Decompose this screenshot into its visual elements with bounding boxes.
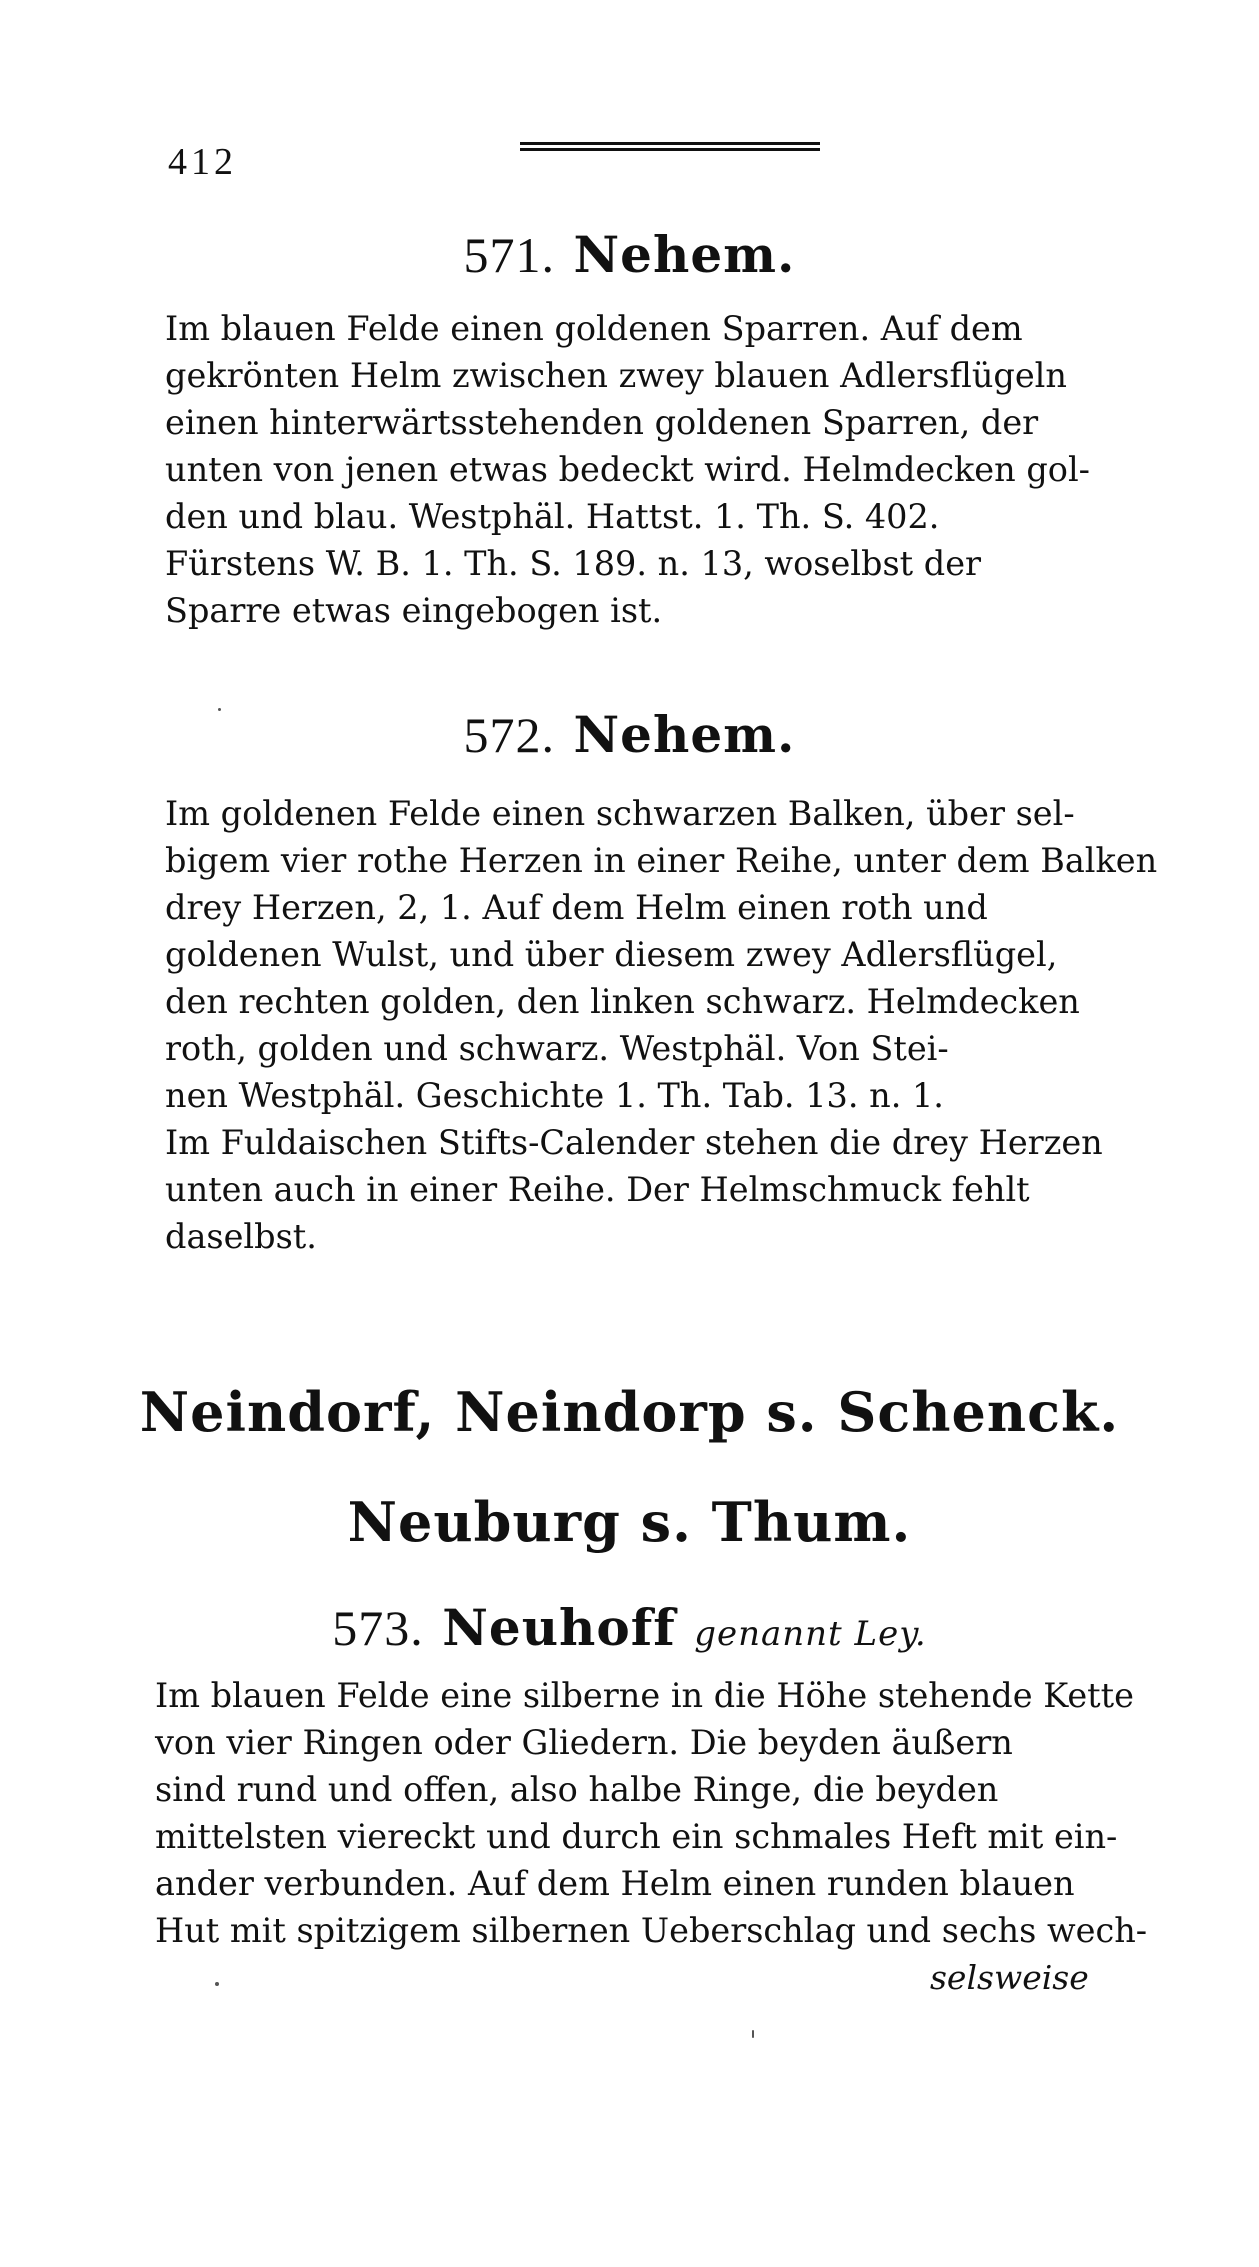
text-line: nen Westphäl. Geschichte 1. Th. Tab. 13. n. 1. [165,1076,944,1115]
text-line: Sparre etwas eingebogen ist. [165,591,663,630]
entry-number: 573. [332,1600,424,1656]
entry-number: 572. [463,707,556,763]
text-line: Im goldenen Felde einen schwarzen Balken, über sel- [165,794,1075,833]
text-line: daselbst. [165,1217,317,1256]
entry-title: Nehem. [573,705,796,764]
text-line: Im blauen Felde eine silberne in die Höhe stehende Kette [155,1676,1134,1715]
text-line: Fürstens W. B. 1. Th. S. 189. n. 13, woselbst der [165,544,982,583]
catchword: selsweise [930,1958,1089,1997]
entry-heading-572 [0,705,1259,764]
text-line: einen hinterwärtsstehenden goldenen Sparren, der [165,403,1039,442]
text-line: goldenen Wulst, und über diesem zwey Adlersflügel, [165,935,1058,974]
text-line: Hut mit spitzigem silbernen Ueberschlag und sechs wech- [155,1911,1148,1950]
text-line: sind rund und offen, also halbe Ringe, die beyden [155,1770,999,1809]
text-line: unten auch in einer Reihe. Der Helmschmuck fehlt [165,1170,1030,1209]
text-line: bigem vier rothe Herzen in einer Reihe, unter dem Balken [165,841,1158,880]
text-line: den rechten golden, den linken schwarz. Helmdecken [165,982,1080,1021]
text-line: von vier Ringen oder Gliedern. Die beyden äußern [155,1723,1013,1762]
header-rule-line [520,142,820,145]
entry-text-573 [155,1672,1148,1954]
entry-heading-571 [0,225,1259,284]
entry-text-571 [165,305,1125,634]
ink-speck [752,2030,754,2038]
text-line: mittelsten viereckt und durch ein schmales Heft mit ein- [155,1817,1118,1856]
cross-reference: Neuburg s. Thum. [347,1490,912,1554]
entry-title: Neuhoff [442,1598,676,1657]
text-line: den und blau. Westphäl. Hattst. 1. Th. S. 402. [165,497,940,536]
ink-speck [215,1982,219,1986]
page-number: 412 [168,141,237,183]
entry-heading-573 [0,1598,1259,1657]
header-rule [520,142,820,152]
entry-number: 571. [463,227,556,283]
text-line: Im Fuldaischen Stifts-Calender stehen die drey Herzen [165,1123,1103,1162]
text-line: drey Herzen, 2, 1. Auf dem Helm einen roth und [165,888,988,927]
entry-subtitle: genannt Ley. [694,1614,927,1654]
text-line: ander verbunden. Auf dem Helm einen runden blauen [155,1864,1075,1903]
header-rule-line [520,148,820,151]
text-line: Im blauen Felde einen goldenen Sparren. Auf dem [165,309,1023,348]
text-line: gekrönten Helm zwischen zwey blauen Adlersflügeln [165,356,1067,395]
ink-speck [218,708,221,711]
cross-reference: Neindorf, Neindorp s. Schenck. [139,1380,1120,1444]
text-line: unten von jenen etwas bedeckt wird. Helmdecken gol- [165,450,1090,489]
entry-title: Nehem. [573,225,796,284]
text-line: roth, golden und schwarz. Westphäl. Von Stei- [165,1029,949,1068]
entry-text-572 [165,790,1158,1260]
